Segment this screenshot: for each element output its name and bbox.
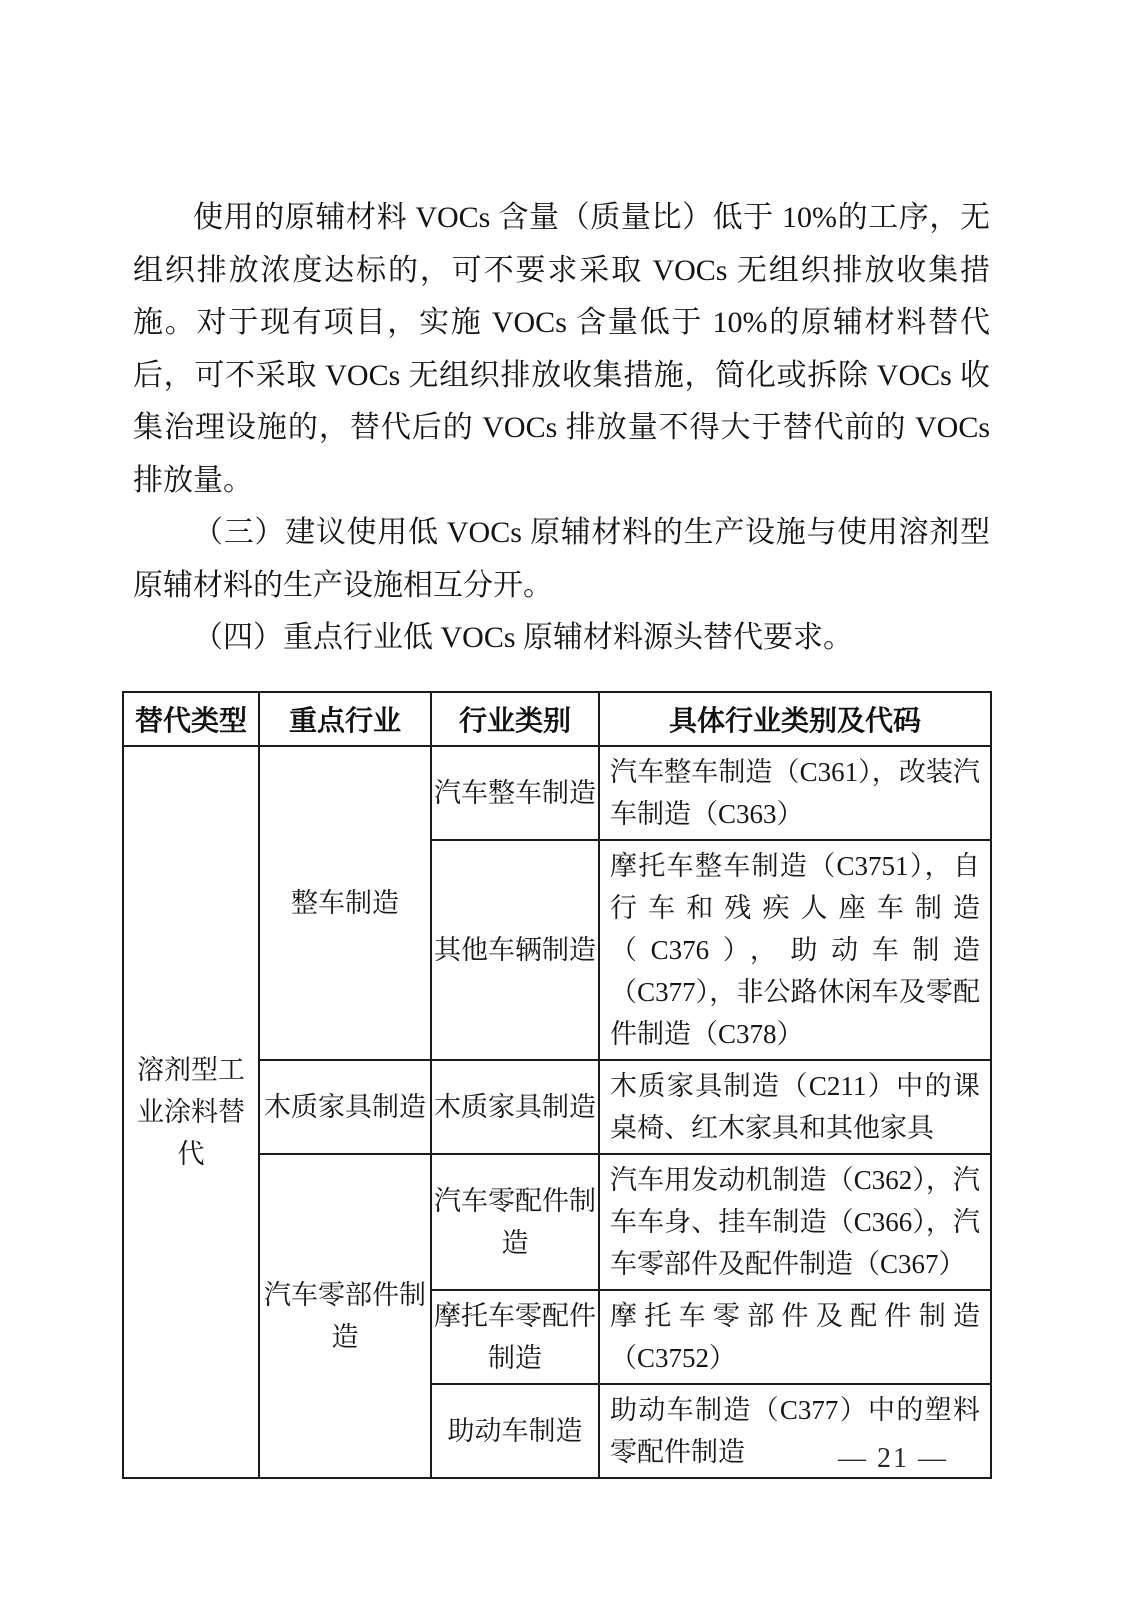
page-number: — 21 — xyxy=(838,1443,948,1474)
col-header-industry-category: 行业类别 xyxy=(431,692,599,746)
cell-detail-motorcycle-parts: 摩托车零部件及配件制造（C3752） xyxy=(599,1290,991,1384)
cell-detail-other-vehicles: 摩托车整车制造（C3751），自行车和残疾人座车制造（C376），助动车制造（C377），非公路休闲车及零配件制造（C378） xyxy=(599,840,991,1060)
page-content xyxy=(133,192,990,1479)
cell-industry-wood-furniture: 木质家具制造 xyxy=(259,1060,431,1154)
cell-detail-auto-manufacturing: 汽车整车制造（C361），改装汽车制造（C363） xyxy=(599,746,991,840)
cell-category-motorcycle-parts: 摩托车零配件制造 xyxy=(431,1290,599,1384)
cell-category-other-vehicles: 其他车辆制造 xyxy=(431,840,599,1060)
cell-detail-moped: 助动车制造（C377）中的塑料零配件制造 xyxy=(599,1384,991,1478)
source-substitution-requirements-table xyxy=(122,691,992,1479)
col-header-specific-category-code: 具体行业类别及代码 xyxy=(599,692,991,746)
col-header-key-industry: 重点行业 xyxy=(259,692,431,746)
cell-category-auto-parts: 汽车零配件制造 xyxy=(431,1154,599,1290)
cell-category-moped: 助动车制造 xyxy=(431,1384,599,1478)
paragraph-vocs-unorganized-emission: 使用的原辅材料 VOCs 含量（质量比）低于 10%的工序，无组织排放浓度达标的，可不要求采取 VOCs 无组织排放收集措施。对于现有项目，实施 VOCs 含量低于 10%的原辅材料替代后，可不采取 VOCs 无组织排放收集措施，简化或拆除 VOCs 收集治理设施的，替代后的 VOCs 排放量不得大于替代前的 VOCs 排放量。 xyxy=(133,201,990,497)
cell-substitution-type: 溶剂型工业涂料替代 xyxy=(123,746,259,1478)
table-header-row xyxy=(123,692,991,746)
cell-detail-wood-furniture: 木质家具制造（C211）中的课桌椅、红木家具和其他家具 xyxy=(599,1060,991,1154)
cell-category-auto-manufacturing: 汽车整车制造 xyxy=(431,746,599,840)
cell-industry-vehicle: 整车制造 xyxy=(259,746,431,1060)
cell-detail-auto-parts: 汽车用发动机制造（C362），汽车车身、挂车制造（C366），汽车零部件及配件制造（C367） xyxy=(599,1154,991,1290)
paragraph-item-three: （三）建议使用低 VOCs 原辅材料的生产设施与使用溶剂型原辅材料的生产设施相互分开。 xyxy=(133,516,990,602)
paragraph-item-four: （四）重点行业低 VOCs 原辅材料源头替代要求。 xyxy=(193,621,854,654)
col-header-substitution-type: 替代类型 xyxy=(123,692,259,746)
cell-category-wood-furniture: 木质家具制造 xyxy=(431,1060,599,1154)
table-row xyxy=(123,746,991,840)
cell-industry-auto-parts: 汽车零部件制造 xyxy=(259,1154,431,1478)
